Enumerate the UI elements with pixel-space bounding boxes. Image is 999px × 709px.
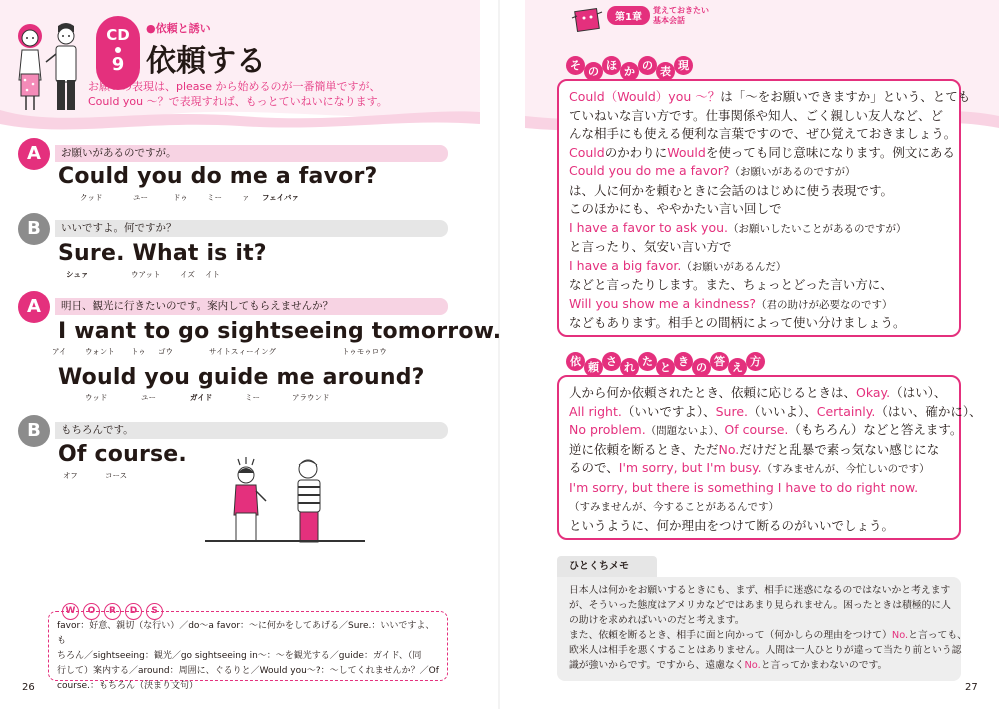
english-phrase: All right. [569,403,622,419]
english-phrase: Could you do me a favor? [569,163,730,178]
text-segment: （いいよ）、 [747,403,817,419]
kana-reading: シュァ [66,270,89,279]
text-line [569,643,962,658]
english-phrase: I'm sorry, but I'm busy. [618,460,762,475]
kana-reading: ウォント [85,347,115,356]
text-segment: のかわりに [604,144,668,160]
words-box [48,611,448,691]
text-line [569,658,949,673]
text-segment: 日本人は何かをお願いするときにも、まず、相手に迷惑になるのではないかと考えます [569,585,951,596]
kana-reading: コース [105,471,128,480]
text-segment: ていねいな言い方です。仕事関係や知人、ごく親しい友人など、ど [569,107,944,123]
page-number-left: 26 [22,682,35,693]
text-line [569,583,949,598]
words-letter: D [125,603,142,620]
text-segment: （もちろん）などと答えます。 [788,422,963,437]
english-line: Of course. [58,442,187,467]
conversation-illustration-icon [220,455,350,545]
kana-reading: イト [205,270,220,279]
text-segment: というように、何か理由をつけて断るのがいいでしょう。 [569,517,895,533]
text-segment: （問題ないよ）、 [645,425,725,437]
title-char: 方 [746,352,765,371]
text-line [569,125,957,144]
text-segment: また、依頼を断るとき、相手に面と向かって（何かしらの理由をつけて） [569,630,892,641]
kana-reading: ウッド [85,393,108,402]
chapter-caption-line: 覚えておきたい [653,6,709,15]
english-line: Would you guide me around? [58,365,425,390]
text-segment: 欧米人は相手を悪くすることはありません。人間は一人ひとりが違って当たり前という認 [569,645,962,656]
kana-reading: ゴウ [158,347,173,356]
speaker-a-badge: A [18,138,50,170]
english-phrase: I have a big favor. [569,257,682,273]
text-segment: だけだと乱暴で素っ気ない感じにな [739,441,940,457]
memo-title: ひとくちメモ [557,556,657,577]
english-phrase: Could [569,144,605,160]
kana-reading: アイ [52,347,67,356]
kana-reading: ドゥ [173,193,188,202]
kana-reading: サイトスィーイング [209,347,276,356]
text-segment: るので、 [569,460,619,475]
japanese-line: もちろんです。 [55,422,448,439]
text-segment: んな相手にも使える便利な言葉ですので、ぜひ覚えておきましょう。 [569,126,957,141]
title-char: と [656,358,675,377]
text-segment: （はい）、 [890,385,947,400]
text-line [569,88,971,107]
text-segment: などと言ったりします。また、ちょっとどった言い方に、 [569,277,893,292]
text-segment: と言っても、 [908,630,967,641]
english-phrase: I have a favor to ask you. [569,219,729,235]
title-char: そ [566,56,585,75]
title-char: さ [602,352,621,371]
text-line [569,107,949,126]
english-line: Sure. What is it? [58,241,267,266]
text-line [569,613,949,628]
text-segment: （お願いしたいことがあるのですが） [728,222,907,235]
text-line [569,276,949,295]
intro-text [88,79,388,109]
kana-reading: トゥモゥロウ [342,347,387,356]
ground-line [205,540,365,542]
intro-line: Could you ～？で表現すれば、もっとていねいになります。 [88,95,388,108]
japanese-line: いいですよ。何ですか？ [55,220,448,237]
title-char: れ [620,358,639,377]
title-char: の [584,62,603,81]
text-segment: が、そういった態度はアメリカなどではあまり見られません。困ったときは積極的に人 [569,600,951,611]
text-line [569,257,949,277]
memo-box [557,577,967,681]
text-segment: （君の助けが必要なのです） [756,298,893,311]
english-phrase: I'm sorry, but there is something I have to do right now. [569,479,919,495]
words-line: ちろん／sightseeing：観光／go sightseeing in～：～を観光する／guide：ガイド、（同 [57,651,422,661]
text-line [569,219,949,239]
text-segment: を使っても同じ意味になります。例文にある [705,144,955,160]
text-segment: と言ったり、気安い言い方で [569,239,732,254]
text-line [569,403,982,422]
title-char: の [638,56,657,75]
title-char: 答 [710,352,729,371]
kana-reading: ミー [207,193,222,202]
kana-reading: ユー [141,393,156,402]
japanese-line: 明日、観光に行きたいのです。案内してもらえませんか？ [55,298,448,315]
chapter-badge: 第1章 [607,6,650,25]
english-phrase: Will you show me a kindness? [569,295,757,311]
text-segment: 識が強いからです。ですから、遠慮なく [569,660,745,671]
japanese-line: お願いがあるのですが。 [55,145,448,162]
words-letter: S [146,603,163,620]
kana-reading: フェイバァ [262,193,299,202]
cd-number: 9 [111,54,125,75]
english-phrase: Of course. [724,422,789,437]
speaker-b-badge: B [18,213,50,245]
text-segment: （いいですよ）、 [621,403,716,419]
text-line [569,421,963,441]
text-segment: 人から何か依頼されたとき、依頼に応じるときは、 [569,385,857,400]
words-line: favor：好意、親切（な行い）／do～a favor：～に何かをしてあげる／Sure.：いいですよ、も [57,621,435,646]
english-line: I want to go sightseeing tomorrow. [58,319,502,344]
text-segment: は、人に何かを頼むときに会話のはじめに使う表現です。 [569,182,894,198]
title-char: き [674,352,693,371]
text-line [569,162,949,182]
book-mascot-icon [570,4,604,36]
text-line [569,459,949,479]
english-phrase: No. [744,660,761,671]
page-title: 依頼する [146,44,266,79]
text-line [569,479,949,498]
text-line [569,314,949,333]
text-segment: 逆に依頼を断るとき、ただ [569,441,719,457]
title-char: の [692,358,711,377]
chapter-caption-line: 基本会話 [653,16,685,25]
other-expressions-box [557,79,971,337]
kana-reading: クッド [80,193,103,202]
text-line [569,628,967,643]
kana-reading: イズ [180,270,195,279]
english-phrase: No. [718,441,740,457]
english-phrase: Could（Would）you ～？ [569,89,721,104]
cd-badge-dot [115,47,121,53]
cd-label: CD [106,26,130,44]
kana-reading: トゥ [131,347,146,356]
speaker-b-badge: B [18,415,50,447]
kana-reading: アラウンド [292,393,330,402]
title-char: た [638,352,657,371]
english-phrase: Certainly. [816,403,876,419]
kana-reading: ユー [133,193,148,202]
text-segment: と言ってかまわないのです。 [760,660,888,671]
text-segment: このほかにも、ややかたい言い回しで [569,201,782,216]
text-line [569,295,949,315]
kana-reading: ァ [242,193,250,202]
text-line [569,200,949,219]
words-line: course.：もちろん（決まり文句） [57,681,198,691]
title-char: か [620,62,639,81]
couple-illustration-icon [8,14,88,114]
kana-reading: ウアット [131,270,161,279]
text-line [569,182,949,201]
kana-reading: ガイド [190,393,213,402]
text-line [569,144,955,163]
title-char: 現 [674,56,693,75]
english-phrase: Okay. [856,385,891,400]
text-line [569,238,949,257]
words-line: 行して）案内する／around：周囲に、ぐるりと／Would you～?：～してくれませんか？／Of [57,666,439,676]
section-title-how-to-answer [566,350,764,374]
text-segment: （すみませんが、今忙しいのです） [761,463,930,475]
kana-reading: オフ [63,471,78,480]
chapter-caption [653,6,709,26]
page-number-right: 27 [965,682,978,693]
text-line [569,517,949,536]
text-segment: （お願いがあるのですが） [729,166,856,178]
intro-line: お願いの表現は、please から始めるのが一番簡単ですが、 [88,80,381,93]
english-phrase: No problem. [569,422,646,437]
text-segment: （お願いがあるんだ） [681,260,787,273]
text-segment: は「～をお願いできますか」という、とても [720,89,971,104]
text-line [569,497,949,517]
speaker-a-badge: A [18,291,50,323]
title-char: 頼 [584,358,603,377]
section-title-other-expressions [566,54,692,78]
text-segment: の助けを求めればいいのだと考えます。 [569,615,745,626]
english-phrase: No. [891,630,909,641]
words-letter: R [104,603,121,620]
text-segment: などもあります。相手との間柄によって使い分けましょう。 [569,315,906,330]
english-phrase: Sure. [715,403,748,419]
text-line [569,384,949,403]
title-char: 表 [656,62,675,81]
kana-reading: ミー [245,393,260,402]
title-char: え [728,358,747,377]
title-char: 依 [566,352,585,371]
text-line [569,441,949,460]
text-segment: （はい、確かに）、 [875,403,982,419]
title-char: ほ [602,56,621,75]
text-line [569,598,949,613]
english-line: Could you do me a favor? [58,164,378,189]
how-to-answer-box [557,375,982,540]
words-letter: W [62,603,79,620]
words-letter: O [83,603,100,620]
text-segment: （すみませんが、今することがあるんです） [569,501,779,513]
english-phrase: Would [667,144,706,160]
section-label: ●依頼と誘い [146,22,211,35]
